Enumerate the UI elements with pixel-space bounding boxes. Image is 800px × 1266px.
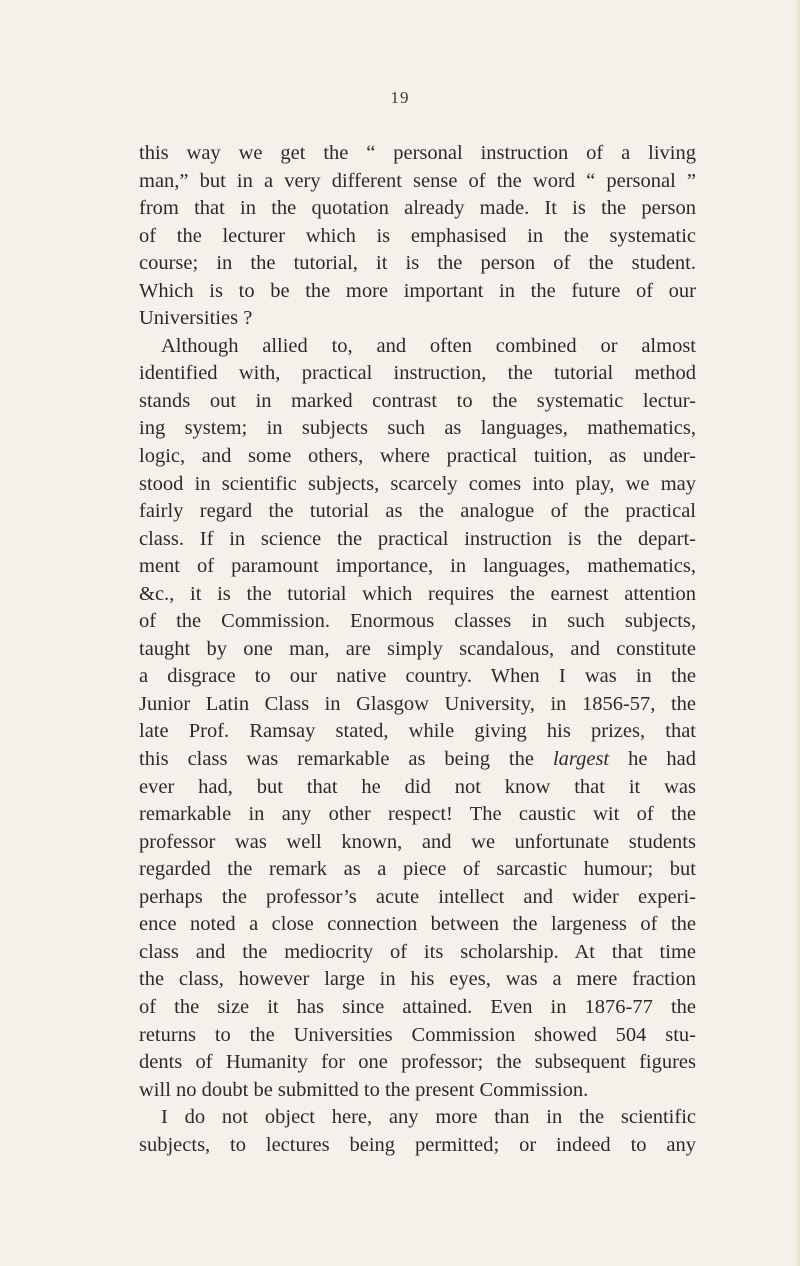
text-line: returns to the Universities Commission showed 504 stu- [139, 1023, 696, 1046]
text-line: taught by one man, are simply scandalous, and constitute [139, 637, 696, 660]
italic-word: largest [552, 748, 610, 771]
text-line: ing system; in subjects such as languages, mathematics, [139, 417, 696, 440]
text-line: Which is to be the more important in the future of our [139, 279, 696, 302]
paragraph-start-line: Although allied to, and often combined or almost [161, 334, 696, 357]
text-line: Junior Latin Class in Glasgow University, in 1856-57, the [139, 692, 696, 715]
text-line: from that in the quotation already made. It is the person [139, 197, 696, 220]
text-line: of the lecturer which is emphasised in the systematic [139, 224, 696, 247]
text-line: class. If in science the practical instruction is the depart- [139, 527, 696, 550]
text-line: stood in scientific subjects, scarcely comes into play, we may [139, 472, 696, 495]
text-segment: this class was remarkable as being the [139, 748, 553, 771]
text-line: Universities ? [139, 307, 253, 330]
text-line: ence noted a close connection between the largeness of the [139, 913, 696, 936]
text-line: perhaps the professor’s acute intellect and wider experi- [139, 885, 696, 908]
text-line: subjects, to lectures being permitted; or indeed to any [139, 1133, 696, 1156]
text-line: late Prof. Ramsay stated, while giving his prizes, that [139, 720, 696, 743]
text-line: identified with, practical instruction, the tutorial method [139, 362, 696, 385]
text-line: class and the mediocrity of its scholarship. At that time [139, 940, 696, 963]
text-line: of the Commission. Enormous classes in such subjects, [139, 610, 696, 633]
text-line: will no doubt be submitted to the present Commission. [139, 1078, 589, 1101]
text-line: stands out in marked contrast to the systematic lectur- [139, 389, 696, 412]
text-line: regarded the remark as a piece of sarcastic humour; but [139, 858, 696, 881]
text-line: a disgrace to our native country. When I was in the [139, 665, 696, 688]
text-line: remarkable in any other respect! The caustic wit of the [139, 803, 696, 826]
text-line: course; in the tutorial, it is the person of the student. [139, 252, 696, 275]
text-line: fairly regard the tutorial as the analogue of the practical [139, 500, 696, 523]
text-line: of the size it has since attained. Even in 1876-77 the [139, 995, 696, 1018]
text-line: the class, however large in his eyes, was a mere fraction [139, 968, 696, 991]
text-line: &c., it is the tutorial which requires the earnest attention [139, 582, 696, 605]
text-line-with-italic [139, 746, 696, 774]
body-text [139, 140, 696, 1159]
text-line: ever had, but that he did not know that it was [139, 775, 696, 798]
text-line: this way we get the “ personal instruction of a living [139, 142, 696, 164]
page-edge-shadow [794, 0, 800, 1266]
text-line: ment of paramount importance, in languages, mathematics, [139, 555, 696, 578]
page-number: 19 [390, 88, 410, 107]
text-line: dents of Humanity for one professor; the subsequent figures [139, 1051, 696, 1074]
text-line: man,” but in a very different sense of the word “ personal ” [139, 169, 696, 192]
text-line: professor was well known, and we unfortunate students [139, 830, 696, 853]
text-segment: he had [609, 748, 696, 771]
text-line: logic, and some others, where practical tuition, as under- [139, 445, 696, 468]
paragraph-start-line: I do not object here, any more than in the scientific [161, 1106, 696, 1129]
